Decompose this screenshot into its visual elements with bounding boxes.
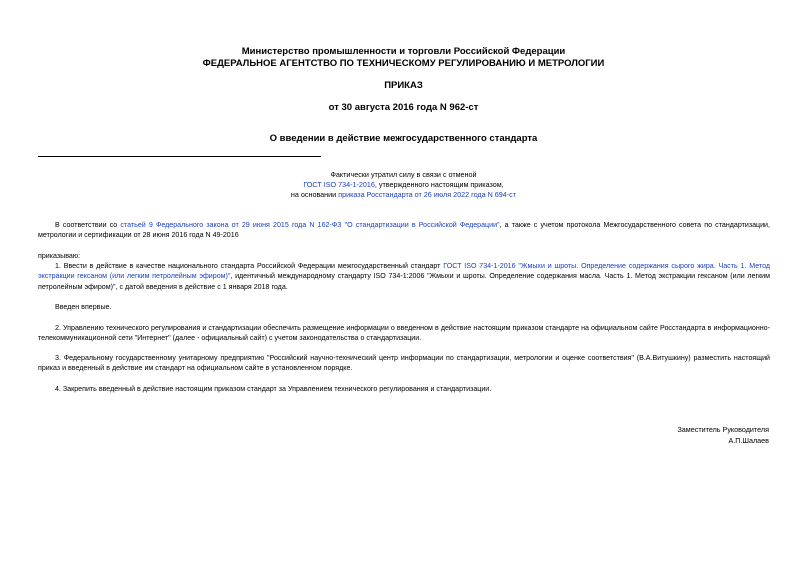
intro-first-note: Введен впервые. [55, 303, 112, 311]
ministry-name: Министерство промышленности и торговли Российской Федерации [241, 46, 566, 57]
agency-name: ФЕДЕРАЛЬНОЕ АГЕНТСТВО ПО ТЕХНИЧЕСКОМУ РЕГУЛИРОВАНИЮ И МЕТРОЛОГИИ [202, 58, 605, 69]
signatory-position: Заместитель Руководителя [677, 425, 769, 434]
preamble-paragraph: В соответствии со статьей 9 Федерального закона от 29 июня 2015 года N 162-ФЗ "О стандартизации в Российской Федерации", а также с учетом протокола Межгосударственного совета по стандартизации, метрологии и сертификации от 28 июня 2016 года N 49-2016 [38, 221, 770, 240]
status-note-line2: ГОСТ ISO 734-1-2016, утвержденного настоящим приказом, [303, 180, 504, 189]
gost-link[interactable]: ГОСТ ISO 734-1-2016 [303, 180, 375, 189]
item-4-paragraph: 4. Закрепить введенный в действие настоящим приказом стандарт за Управлением технического регулирования и стандартизации. [55, 385, 492, 393]
status-note-line1: Фактически утратил силу в связи с отменой [330, 170, 477, 179]
order-word: приказываю: [38, 252, 81, 260]
status-note-line3: на основании приказа Росстандарта от 26 июля 2022 года N 694-ст [290, 190, 517, 199]
item-1-paragraph: 1. Ввести в действие в качестве национального стандарта Российской Федерации межгосударственный стандарт ГОСТ ISO 734-1-2016 "Жмыхи и шроты. Определение содержания сырого жира. Часть 1. Метод экстракции гексаном (или легким петролейным эфиром)", идентичный международному стандарту ISO 734-1:2006 "Жмыхи и шроты. Определение содержания масла. Часть 1. Метод экстракции гексаном (или легким петролейным эфиром)", с датой введения в действие с 1 января 2018 года. [38, 262, 771, 291]
item-3-paragraph: 3. Федеральному государственному унитарному предприятию "Российский научно-технический центр информации по стандартизации, метрологии и оценке соответствия" (В.А.Витушкину) разместить настоящий приказ и введенный в действие им стандарт на официальном сайте в установленном порядке. [38, 354, 770, 373]
doc-type: ПРИКАЗ [384, 80, 423, 91]
separator-rule [38, 156, 321, 157]
signatory-name: А.П.Шалаев [728, 435, 769, 445]
doc-date-number: от 30 августа 2016 года N 962-ст [328, 102, 479, 113]
doc-title: О введении в действие межгосударственного стандарта [269, 133, 538, 144]
signature-block [677, 425, 769, 446]
gost-standard-link[interactable]: ГОСТ ISO 734-1-2016 "Жмыхи и шроты. Определение содержания сырого жира. Часть 1. Метод экстракции гексаном (или легким петролейным эфиром)" [38, 262, 771, 281]
rosstandart-order-link[interactable]: приказа Росстандарта от 26 июля 2022 года N 694-ст [338, 190, 517, 199]
item-2-paragraph: 2. Управлению технического регулирования и стандартизации обеспечить размещение информации о введенном в действие настоящим приказом стандарте на официальном сайте Росстандарта в информационно-телекоммуникационной сети "Интернет" (далее - официальный сайт) с учетом законодательства о стандартизации. [38, 324, 770, 343]
federal-law-link[interactable]: статьей 9 Федерального закона от 29 июня 2015 года N 162-ФЗ "О стандартизации в Российской Федерации" [120, 221, 500, 229]
